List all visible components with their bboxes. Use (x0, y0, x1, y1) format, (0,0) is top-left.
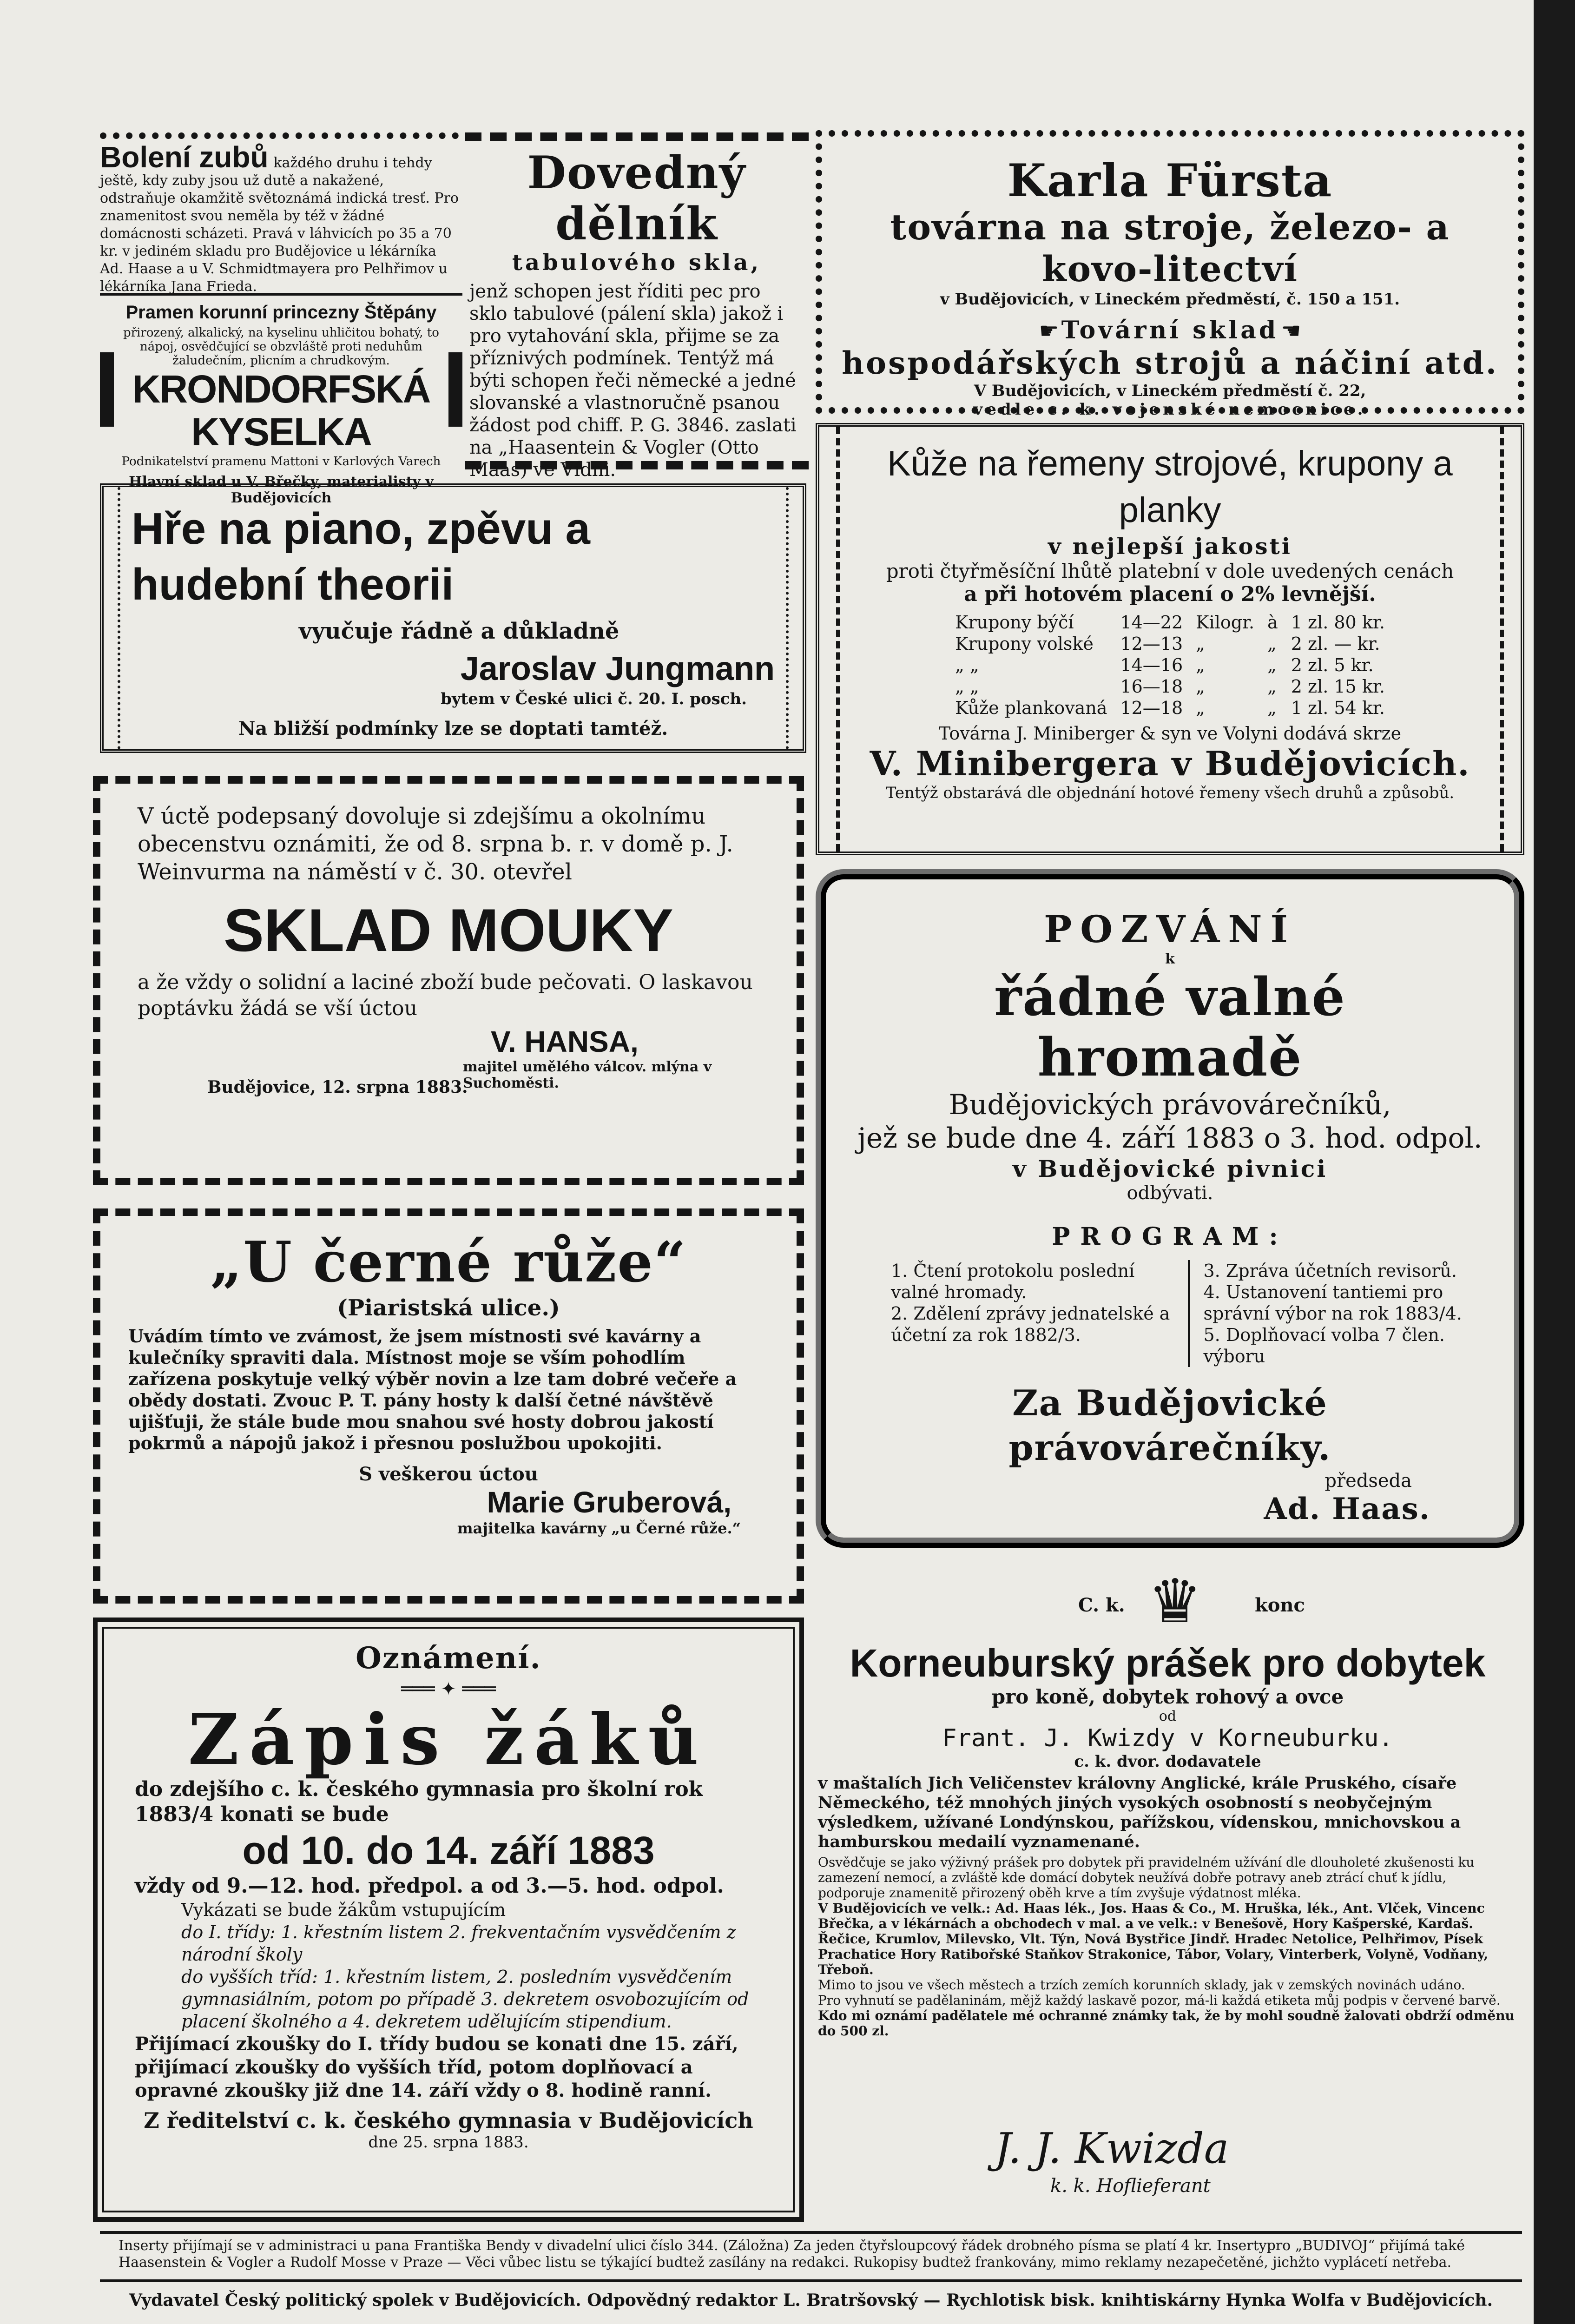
crown-emblem-icon: ♛ (1148, 1566, 1202, 1637)
korneuburg-ad (809, 1562, 1527, 2222)
flour-intro: V úctě podepsaný dovoluje si zdejšímu a okolnímu obecenstvu oznámiti, že od 8. srpna b. r. v domě p. J. Weinvurma na náměstí v č. 30. otevřel (138, 803, 733, 885)
krondorf-bar-left (100, 352, 114, 427)
leather-quality: v nejlepší jakosti (1048, 534, 1292, 560)
price-cell: Krupony býčí (955, 612, 1074, 633)
price-cell: Kůže plankovaná (955, 698, 1107, 718)
hand-pointer-icon: ☛ (1039, 318, 1059, 344)
school-l4: do I. třídy: 1. křestním listem 2. frekventačním vysvědčením z národní školy (181, 1922, 736, 1965)
korneuburg-p4: Mimo to jsou ve všech městech a trzích zemích korunních sklady, jak v zemských novinách udáno. (818, 1977, 1465, 1993)
price-cell: „ (1196, 698, 1205, 718)
krondorf-bar-right (448, 352, 462, 427)
korneuburg-p1: v maštalích Jich Veličenstev královny Anglické, krále Pruského, císaře Německého, též mnohých jiných vysokých osobností s neobyčejným výsledkem, užívané Londýnskou, pařížskou, vídenskou, mnichovskou a hamburskou medailí vyznamenané. (818, 1774, 1461, 1851)
price-row (949, 697, 1391, 719)
school-l3: Vykázati se bude žákům vstupujícím (181, 1900, 506, 1920)
leather-ad (816, 423, 1524, 855)
price-cell: 12—13 (1120, 634, 1183, 654)
program-left (891, 1260, 1190, 1367)
price-cell: „ (1196, 676, 1205, 697)
cafe-name: Marie Gruberová, (487, 1486, 731, 1519)
cafe-greeting: S veškerou úctou (359, 1463, 538, 1485)
tooth-ad (100, 140, 462, 295)
flour-headline: SKLAD MOUKY (224, 896, 673, 964)
price-cell: Krupony volské (955, 634, 1094, 654)
piano-ornament-right (786, 487, 803, 749)
footer-imprint: Vydavatel Český politický spolek v Budějovicích. Odpovědný redaktor L. Bratršovský — Rychlotisk bisk. knihtiskárny Hynka Wolfa v Budějovicích. (129, 2291, 1493, 2310)
leather-cash: a při hotovém placení o 2% levnější. (964, 582, 1376, 606)
price-cell: 2 zl. — kr. (1291, 634, 1380, 654)
krondorf-owner: Podnikatelství pramenu Mattoni v Karlových Varech (121, 455, 441, 469)
korneuburg-od: od (1159, 1708, 1177, 1724)
price-cell: à (1267, 612, 1278, 633)
school-l2: vždy od 9.—12. hod. předpol. a od 3.—5. hod. odpol. (135, 1874, 724, 1898)
korneuburg-maker: Frant. J. Kwizdy v Korneuburku. (942, 1724, 1393, 1752)
furst-line: továrna na stroje, železo- a kovo-litectví (890, 206, 1450, 290)
divider (100, 293, 462, 296)
piano-line1: vyučuje řádně a důkladně (299, 618, 619, 644)
price-cell: „ (1196, 634, 1205, 654)
krondorf-desc: přirozený, alkalický, na kyselinu uhličitou bohatý, to nápoj, osvědčující se obzvláště proti neduhům žaludečním, plicním a chrudkovým. (123, 326, 439, 368)
leather-factory: Továrna J. Miniberger & syn ve Volyni dodává skrze (938, 723, 1402, 744)
price-cell: 12—18 (1120, 698, 1183, 718)
leather-also: Tentýž obstarává dle objednání hotové řemeny všech druhů a způsobů. (885, 784, 1455, 802)
school-headline: Zápis žáků (188, 1699, 709, 1781)
meeting-ad (816, 869, 1524, 1548)
furst-ad (816, 130, 1524, 419)
korneuburg-ck: C. k. (1078, 1594, 1125, 1616)
price-cell: „ (1267, 634, 1277, 654)
meeting-role: předseda (1325, 1470, 1412, 1492)
flour-role: majitel umělého válcov. mlýna v Suchoměsti. (463, 1059, 712, 1091)
price-row (949, 654, 1391, 676)
korneuburg-p3: V Budějovicích ve velk.: Ad. Haas lék., Jos. Haas & Co., M. Hruška, lék., Ant. Vlček, Vincenc Břečka, a v lékárnách a obchodech v mal. a ve velk.: v Benešově, Hory Kašperské, Kardaš. Řečice, Krumlov, Milevsko, Vlt. Týn, Nová Bystřice Jindř. Hradec Netolice, Pelhřimov, Písek Prachatice Hory Ratibořské Staňkov Strakonice, Tábor, Volary, Vinterberk, Volyně, Vodňany, Třeboň. (818, 1901, 1489, 1977)
korneuburg-headline: Korneuburský prášek pro dobytek (850, 1641, 1486, 1685)
price-cell: 1 zl. 54 kr. (1291, 698, 1385, 718)
school-title: Oznámení. (356, 1641, 541, 1676)
furst-name: Karla Fürsta (1007, 154, 1333, 207)
korneuburg-p2: Osvědčuje se jako výživný prášek pro dobytek při pravidelném užívání dle dlouholeté zkušenosti ku zamezení nemocí, a zvláště kde domácí dobytek neužívá dobře potravy aneb ztrácí chuť k jídlu, podporuje znamenitě přirozený oběh krve a tím zvyšuje výdatnost mléka. (818, 1855, 1475, 1901)
worker-ad (465, 132, 809, 481)
meeting-l1: Budějovických právovárečníků, (949, 1089, 1391, 1121)
cafe-sub: (Piaristská ulice.) (337, 1295, 560, 1321)
krondorf-brand: KRONDORFSKÁ KYSELKA (132, 367, 430, 454)
price-cell: „ „ (955, 676, 979, 697)
meeting-k: k (1165, 951, 1175, 967)
leather-headline: Kůže na řemeny strojové, krupony a planky (887, 444, 1453, 530)
meeting-sign: Za Budějovické právovárečníky. (1008, 1382, 1331, 1468)
school-l1: do zdejšího c. k. českého gymnasia pro školní rok 1883/4 konati se bude (135, 1777, 703, 1826)
price-cell: 1 zl. 80 kr. (1291, 612, 1385, 633)
meeting-headline: řádné valné hromadě (994, 967, 1346, 1088)
price-cell: 16—18 (1120, 676, 1183, 697)
flour-name: V. HANSA, (491, 1025, 639, 1058)
meeting-title: POZVÁNÍ (1044, 907, 1296, 951)
worker-text: jenž schopen jest říditi pec pro sklo tabulové (pálení skla) jakož i pro vytahování skla, přijme se za příznivých podmínek. Tentýž má býti schopen řeči německé a jedné slovanské a vlastnoručně psanou žádost pod chiff. P. G. 3846. zaslati na „Haasentein & Vogler (Otto Maas) ve Vídni.“ (469, 281, 797, 481)
flour-date: Budějovice, 12. srpna 1883. (207, 1077, 468, 1097)
meeting-program: PROGRAM: (1052, 1222, 1288, 1251)
price-row (949, 633, 1391, 654)
program-item: 2. Zdělení zprávy jednatelské a účetní za rok 1882/3. (891, 1303, 1170, 1345)
piano-note: Na bližší podmínky lze se doptati tamtéž. (238, 718, 668, 739)
school-sig: Z ředitelství c. k. českého gymnasia v Budějovicích (144, 2108, 753, 2133)
leather-ornament-left (819, 427, 840, 852)
leather-dealer: V. Minibergera v Budějovicích. (870, 744, 1470, 783)
price-cell: „ (1267, 698, 1277, 718)
krondorf-top: Pramen korunní princezny Štěpány (125, 302, 437, 323)
korneuburg-p6: Kdo mi oznámí padělatele mé ochranné známky tak, že by mohl soudně žalovati obdrží odměnu do 500 zl. (818, 2008, 1515, 2039)
cafe-headline: „U černé růže“ (210, 1229, 687, 1295)
worker-headline: Dovedný dělník (527, 146, 746, 250)
meeting-l3: v Budějovické pivnici (1012, 1155, 1328, 1182)
korneuburg-supplier: c. k. dvor. dodavatele (1074, 1752, 1261, 1771)
meeting-name: Ad. Haas. (1264, 1492, 1430, 1526)
price-cell: „ (1196, 655, 1205, 675)
piano-ad (100, 483, 806, 753)
price-cell: „ (1267, 676, 1277, 697)
korneuburg-p5: Pro vyhnutí se padělaninám, mějž každý laskavě pozor, má-li každá etiketa můj podpis v červené barvě. (818, 1993, 1501, 2008)
piano-name: Jaroslav Jungmann (460, 650, 775, 687)
korneuburg-signature2: k. k. Hoflieferant (1050, 2175, 1211, 2197)
program-item: 4. Ustanovení tantiemi pro správní výbor na rok 1883/4. (1203, 1282, 1462, 1324)
krondorf-store: Hlavní sklad u V. Břečky, materialisty v Budějovicích (129, 474, 434, 506)
furst-addr3: vedle c. k. vojenské nemocnice. (973, 400, 1367, 419)
flour-body: a že vždy o solidní a laciné zboží bude pečovati. O laskavou poptávku žádá se vší úctou (138, 971, 753, 1020)
cafe-ad (93, 1208, 804, 1604)
school-dates: od 10. do 14. září 1883 (242, 1829, 655, 1872)
program-item: 3. Zpráva účetních revisorů. (1203, 1261, 1457, 1281)
leather-terms: proti čtyřměsíční lhůtě platební v dole uvedených cenách (886, 560, 1454, 582)
furst-products: hospodářských strojů a náčiní atd. (842, 345, 1498, 381)
school-date: dne 25. srpna 1883. (368, 2133, 529, 2152)
piano-ornament-left (104, 487, 120, 749)
leather-ornament-right (1500, 427, 1521, 852)
price-cell: 14—16 (1120, 655, 1183, 675)
school-ornament: ═══ ✦ ═══ (401, 1678, 496, 1700)
cafe-body: Uvádím tímto ve zvámost, že jsem místnosti své kavárny a kulečníky spraviti dala. Místnost moje se vším pohodlím zařízena poskytuje velký výběr novin a lze tam dobré večeře a obědy dostati. Zvouc P. T. pány hosty k další četné návštěvě ujišťuji, že stále bude mou snahou své hosty dobrou jakostí pokrmů a nápojů jakož i přesnou poslužbou upokojiti. (128, 1326, 737, 1453)
furst-sklad: Tovární sklad (1061, 316, 1279, 344)
school-ad (93, 1618, 804, 2222)
price-cell: 2 zl. 15 kr. (1291, 676, 1385, 697)
price-cell: Kilogr. (1196, 612, 1255, 633)
hand-pointer-icon: ☚ (1281, 318, 1301, 344)
meeting-l2: jež se bude dne 4. září 1883 o 3. hod. odpol. (857, 1122, 1483, 1155)
program-right (1190, 1260, 1487, 1367)
price-cell: 14—22 (1120, 612, 1183, 633)
price-cell: 2 zl. 5 kr. (1291, 655, 1374, 675)
piano-address: bytem v České ulici č. 20. I. posch. (441, 690, 747, 708)
program-item: 1. Čtení protokolu poslední valné hromady. (891, 1261, 1135, 1302)
footer-notice: Inserty přijímají se v administraci u pana Františka Bendy v divadelní ulici číslo 344. (Záložna) Za jeden čtyřsloupcový řádek drobného písma se platí 4 kr. Insertypro „BUDIVOJ“ přijímá také Haasenstein & Vogler a Rudolf Mosse v Praze — Věci vůbec listu se týkající budtež zasílány na redakci. Rukopisy budtež frankovány, mimo reklamy nezapečetěné, jichžto vyplácetí netřeba. (119, 2238, 1465, 2271)
tooth-text: každého druhu i tehdy ještě, kdy zuby jsou už dutě a nakažené, odstraňuje okamžitě světoznámá indická tresť. Pro znamenitost svou neměla by též v žádné domácnosti scházeti. Pravá v láhvicích po 35 a 70 kr. v jediném skladu pro Budějovice u lékárníka Ad. Haase a u V. Schmidtmayera pro Pelhřimov u lékárníka Jana Frieda. (100, 155, 459, 295)
furst-addr2: V Budějovicích, v Lineckém předměstí č. 22, (974, 382, 1366, 400)
price-table (949, 612, 1391, 719)
cafe-role: majitelka kavárny „u Černé růže.“ (457, 1519, 741, 1537)
price-row (949, 676, 1391, 697)
price-row (949, 612, 1391, 633)
korneuburg-sub: pro koně, dobytek rohový a ovce (991, 1685, 1344, 1708)
piano-headline: Hře na piano, zpěvu a hudební theorii (132, 504, 590, 609)
tooth-headline: Bolení zubů (100, 140, 269, 174)
flour-ad (93, 776, 804, 1185)
program-item: 5. Doplňovací volba 7 člen. výboru (1203, 1325, 1445, 1367)
furst-addr1: v Budějovicích, v Lineckém předměstí, č. 150 a 151. (940, 290, 1400, 309)
meeting-l4: odbývati. (1127, 1182, 1213, 1204)
price-cell: „ „ (955, 655, 979, 675)
footer (100, 2231, 1522, 2324)
worker-sub: tabulového skla, (512, 250, 762, 276)
price-cell: „ (1267, 655, 1277, 675)
krondorf-ad (100, 302, 462, 506)
school-l5: do vyšších tříd: 1. křestním listem, 2. posledním vysvědčením gymnasiálním, potom po případě 3. dekretem osvobozujícím od placení školného a 4. dekretem udělujícím stipendium. (181, 1967, 749, 2032)
school-l6: Přijímací zkoušky do I. třídy budou se konati dne 15. září, přijímací zkoušky do vyšších tříd, potom doplňovací a opravné zkoušky již dne 14. září vždy o 8. hodině ranní. (135, 2033, 738, 2101)
korneuburg-signature: J. J. Kwizda (995, 2124, 1229, 2173)
korneuburg-konc: konc (1255, 1594, 1305, 1616)
